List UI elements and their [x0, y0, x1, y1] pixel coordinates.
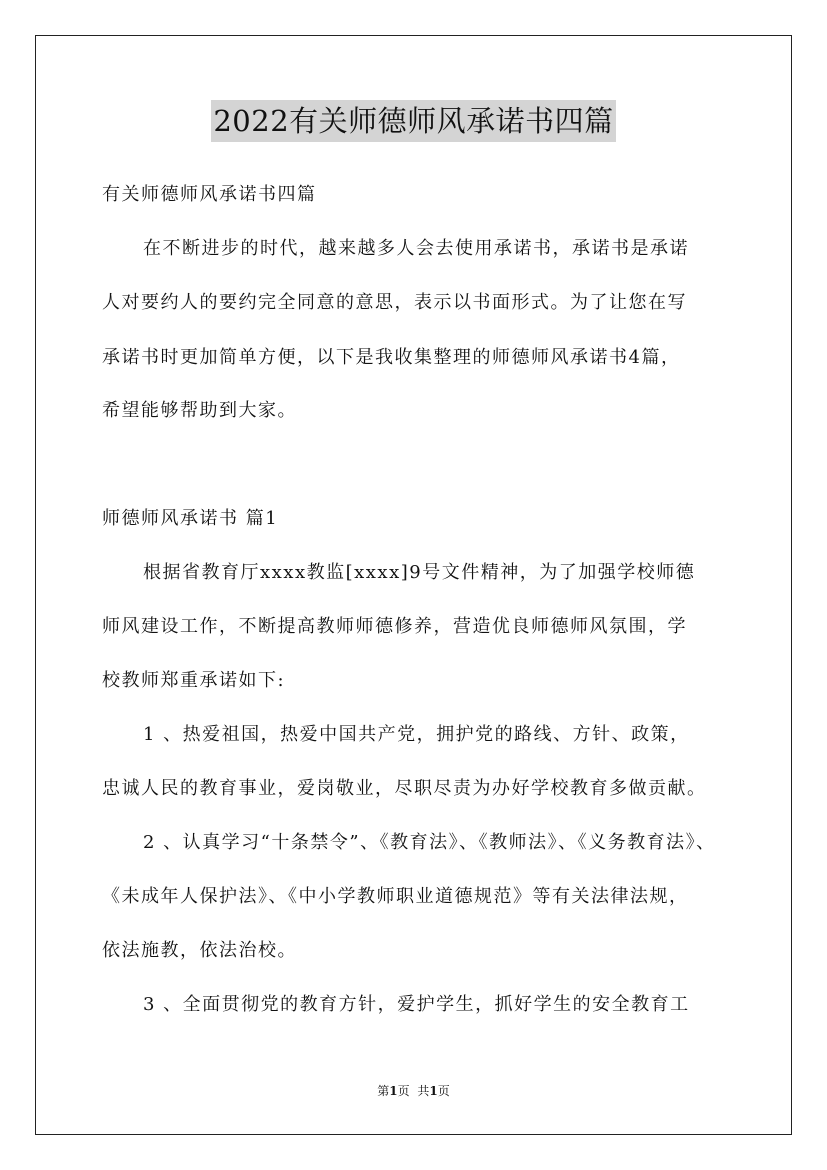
page-number: 1	[389, 1084, 398, 1098]
intro-line: 人对要约人的要约完全同意的意思，表示以书面形式。为了让您在写	[102, 292, 687, 313]
body-line: 根据省教育厅xxxx教监[xxxx]9号文件精神，为了加强学校师德	[143, 562, 696, 583]
total-suffix: 页	[437, 1084, 450, 1098]
section-heading: 师德师风承诺书 篇1	[102, 508, 279, 529]
body-line: 3 、全面贯彻党的教育方针，爱护学生，抓好学生的安全教育工	[143, 994, 690, 1015]
body-line: 1 、热爱祖国，热爱中国共产党，拥护党的路线、方针、政策，	[143, 724, 690, 745]
intro-line: 在不断进步的时代，越来越多人会去使用承诺书，承诺书是承诺	[143, 238, 689, 259]
intro-line: 希望能够帮助到大家。	[102, 400, 297, 421]
total-prefix: 共	[417, 1084, 430, 1098]
page-prefix: 第	[377, 1084, 390, 1098]
document-title	[0, 100, 827, 142]
document-title-text: 2022有关师德师风承诺书四篇	[211, 100, 615, 142]
body-line: 2 、认真学习“十条禁令”、《教育法》、《教师法》、《义务教育法》、	[143, 832, 716, 853]
page-suffix: 页	[397, 1084, 410, 1098]
page-footer	[0, 1083, 827, 1099]
body-line: 校教师郑重承诺如下:	[102, 670, 286, 691]
body-line: 依法施教，依法治校。	[102, 940, 297, 961]
body-line: 《未成年人保护法》、《中小学教师职业道德规范》等有关法律法规，	[102, 886, 689, 907]
body-line: 忠诚人民的教育事业，爱岗敬业，尽职尽责为办好学校教育多做贡献。	[102, 778, 707, 799]
body-line: 师风建设工作，不断提高教师师德修养，营造优良师德师风氛围，学	[102, 616, 687, 637]
subtitle: 有关师德师风承诺书四篇	[102, 184, 317, 205]
intro-line: 承诺书时更加简单方便，以下是我收集整理的师德师风承诺书4篇，	[102, 347, 681, 368]
total-pages: 1	[429, 1084, 438, 1098]
